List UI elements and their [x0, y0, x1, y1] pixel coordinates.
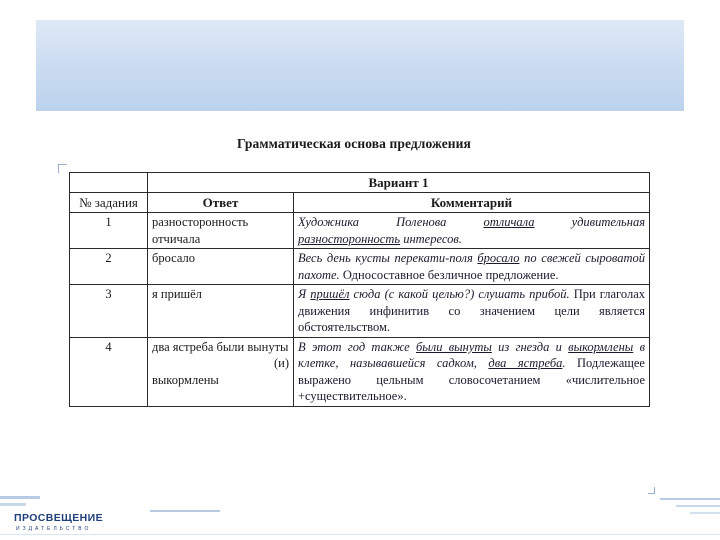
crop-mark-top-left: [58, 164, 67, 173]
comment-fragment: Односоставное безличное предложение.: [339, 267, 559, 282]
header-banner: [36, 20, 684, 111]
comment-fragment: интересов.: [400, 231, 462, 246]
answer-cell: бросало: [148, 249, 294, 285]
comment-fragment: удивительная: [534, 215, 645, 230]
grammar-basis-fragment: разносторонность: [298, 231, 401, 246]
table-row: [70, 213, 650, 249]
answer-conjunction: (и): [273, 356, 289, 371]
answer-cell: [148, 337, 294, 406]
grammar-basis-fragment: пришёл: [310, 287, 350, 302]
grammar-basis-fragment: два ястреба: [488, 356, 563, 371]
answer-line-3: выкормлены: [152, 372, 219, 387]
table-row: [70, 285, 650, 338]
task-number: 2: [70, 249, 148, 285]
comment-fragment: по свежей сыроватой пахоте.: [298, 251, 645, 282]
grammar-basis-fragment: отличала: [483, 215, 535, 230]
grammar-basis-fragment: выкормлены: [568, 339, 634, 354]
logo-wordmark: ПРОСВЕЩЕНИЕ: [14, 512, 103, 524]
comment-fragment: сюда (с какой целью?) слушать прибой.: [349, 287, 570, 302]
comment-cell: [294, 285, 650, 338]
comment-fragment: В этот год также: [298, 339, 417, 354]
grammar-basis-fragment: бросало: [477, 251, 520, 266]
page-title: Грамматическая основа предложения: [237, 136, 471, 151]
column-header-number: № задания: [70, 193, 148, 213]
table-variant-row: [70, 173, 650, 193]
comment-cell: [294, 213, 650, 249]
table-row: [70, 337, 650, 406]
comment-fragment: из гнезда и: [491, 339, 569, 354]
task-number: 1: [70, 213, 148, 249]
comment-fragment: .: [562, 356, 566, 371]
comment-fragment: в клетке, называвшейся садком,: [298, 339, 645, 371]
answer-cell: разносторонность отчичала: [148, 213, 294, 249]
comment-fragment: Я: [298, 287, 311, 302]
task-number: 3: [70, 285, 148, 338]
variant-heading: Вариант 1: [148, 173, 650, 193]
comment-fragment: Весь день кусты перекати-поля: [298, 251, 478, 266]
crop-mark-bottom-right: [648, 487, 655, 494]
comment-cell: [294, 337, 650, 406]
answer-cell: я пришёл: [148, 285, 294, 338]
answer-line-2: [152, 355, 289, 372]
comment-cell: [294, 249, 650, 285]
logo-subtitle: ИЗДАТЕЛЬСТВО: [16, 526, 92, 532]
column-header-comment: Комментарий: [294, 193, 650, 213]
answers-table: [69, 172, 650, 407]
task-number: 4: [70, 337, 148, 406]
grammar-basis-fragment: были вынуты: [416, 339, 492, 354]
answer-line-1: два ястреба были вынуты: [152, 339, 289, 354]
comment-fragment: При глаголах движения инфинитив со значением цели является обстоятельством.: [298, 287, 645, 335]
document-sheet: [40, 126, 668, 494]
publisher-logo: [14, 512, 132, 536]
comment-fragment: Художника Поленова: [298, 215, 484, 230]
table-corner-cell: [70, 173, 148, 193]
table-header-row: [70, 193, 650, 213]
table-row: [70, 249, 650, 285]
column-header-answer: Ответ: [148, 193, 294, 213]
comment-fragment: Подлежащее выражено цельным словосочетанием «числительное +существительное».: [298, 356, 645, 404]
